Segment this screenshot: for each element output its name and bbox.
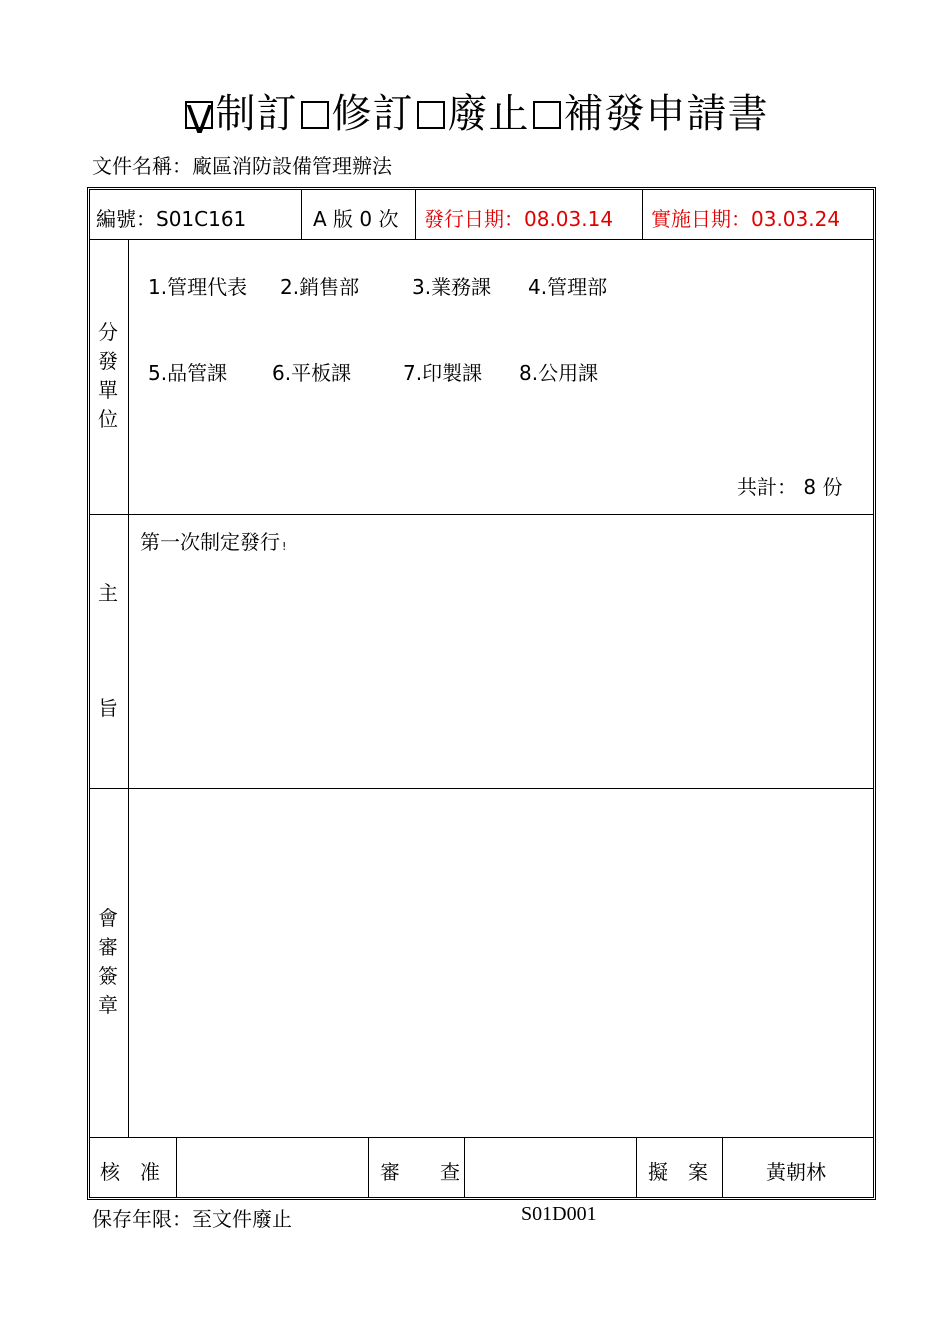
checkbox-abolish[interactable] <box>417 101 445 129</box>
form-code: S01D001 <box>521 1203 597 1225</box>
subject-label-bottom: 旨 <box>98 696 118 720</box>
col-divider <box>636 1137 637 1197</box>
distribution-label: 分 發 單 位 <box>98 320 118 431</box>
document-name: 文件名稱：廠區消防設備管理辦法 <box>92 154 392 178</box>
dist-item: 4.管理部 <box>528 275 608 299</box>
col-divider <box>176 1137 177 1197</box>
draft-signature[interactable]: 黃朝林 <box>766 1160 826 1184</box>
subject-text: 第一次制定發行 ! <box>140 530 287 554</box>
dist-item: 1.管理代表 <box>148 275 248 299</box>
row-divider <box>90 788 874 789</box>
row-divider <box>90 239 874 240</box>
draft-label: 擬 案 <box>648 1160 708 1184</box>
col-divider <box>301 190 302 239</box>
dist-item: 6.平板課 <box>272 361 352 385</box>
dist-item: 8.公用課 <box>519 361 599 385</box>
option-label-establish: 制訂 <box>215 91 298 137</box>
option-label-reissue: 補發申請書 <box>563 91 769 137</box>
option-label-revise: 修訂 <box>331 91 414 137</box>
dist-item: 5.品管課 <box>148 361 228 385</box>
row-divider <box>90 1137 874 1138</box>
col-divider <box>464 1137 465 1197</box>
checkbox-revise[interactable] <box>301 101 329 129</box>
col-divider <box>415 190 416 239</box>
issue-date: 發行日期：08.03.14 <box>424 207 614 231</box>
subject-label-top: 主 <box>98 581 118 605</box>
version: A 版 0 次 <box>313 207 399 231</box>
effective-date: 實施日期：03.03.24 <box>651 207 841 231</box>
dist-item: 7.印製課 <box>403 361 483 385</box>
form-title <box>0 88 950 140</box>
countersign-label: 會 審 簽 章 <box>98 906 118 1017</box>
label-column-divider <box>128 239 129 1137</box>
check-mark-icon: V <box>186 98 214 142</box>
col-divider <box>642 190 643 239</box>
checkbox-establish[interactable] <box>185 98 214 142</box>
retention-period: 保存年限：至文件廢止 <box>92 1207 292 1231</box>
dist-item: 3.業務課 <box>412 275 492 299</box>
checkbox-reissue[interactable] <box>533 101 561 129</box>
review-label: 審 查 <box>380 1160 460 1184</box>
form-table <box>87 187 876 1200</box>
row-divider <box>90 514 874 515</box>
approve-label: 核 准 <box>100 1160 160 1184</box>
option-label-abolish: 廢止 <box>447 91 530 137</box>
dist-item: 2.銷售部 <box>280 275 360 299</box>
col-divider <box>722 1137 723 1197</box>
col-divider <box>368 1137 369 1197</box>
document-number: 編號：S01C161 <box>96 207 247 231</box>
distribution-total: 共計： 8 份 <box>737 475 843 499</box>
